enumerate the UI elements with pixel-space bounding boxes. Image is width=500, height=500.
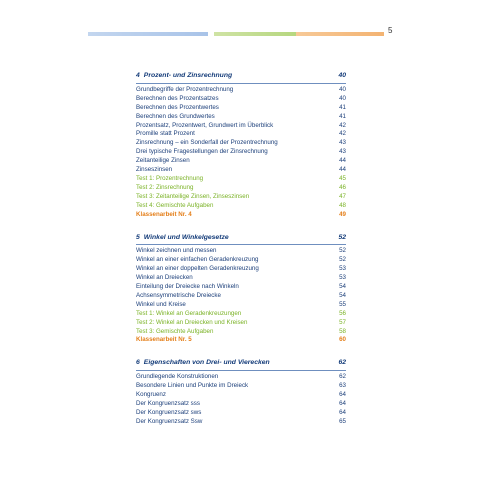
- toc-entry-page: 44: [339, 166, 346, 174]
- toc-entry-page: 54: [339, 291, 346, 299]
- toc-entry-page: 56: [339, 309, 346, 317]
- toc-entry-page: 63: [339, 382, 346, 390]
- toc-entry-text: Der Kongruenzsatz sss: [136, 400, 200, 407]
- toc-entry-page: 52: [339, 247, 346, 255]
- toc-entry[interactable]: [136, 130, 346, 139]
- toc-entry[interactable]: [136, 247, 346, 256]
- toc-entry-page: 60: [339, 336, 346, 344]
- chapter-number: 6: [136, 359, 140, 367]
- header-rule-orange-segment: [296, 32, 384, 36]
- toc-entry[interactable]: [136, 256, 346, 265]
- toc-entry-page: 45: [339, 174, 346, 182]
- toc-entry-text: Test 2: Zinsrechnung: [136, 183, 194, 191]
- toc-entry-text: Der Kongruenzsatz Ssw: [136, 417, 203, 425]
- toc-entry[interactable]: [136, 274, 346, 283]
- toc-entry-text: Klassenarbeit Nr. 5: [136, 336, 192, 344]
- toc-entry-page: 64: [339, 408, 346, 416]
- toc-entry[interactable]: [136, 418, 346, 427]
- toc-entry-page: 65: [339, 417, 346, 425]
- chapter-number: 4: [136, 72, 140, 79]
- toc-entry[interactable]: [136, 391, 346, 400]
- chapter-section: [136, 234, 346, 346]
- chapter-title: Winkel und Winkelgesetze: [143, 233, 229, 241]
- toc-entry[interactable]: [136, 95, 346, 104]
- toc-entry[interactable]: [136, 211, 346, 220]
- toc-entry-text: Test 4: Gemischte Aufgaben: [136, 201, 214, 209]
- toc-entry-page: 58: [339, 327, 346, 335]
- header-rule-green-segment: [214, 32, 296, 36]
- toc-entry-page: 42: [339, 121, 346, 129]
- toc-entry-page: 40: [339, 94, 346, 102]
- chapter-heading[interactable]: [136, 359, 346, 371]
- toc-entry-text: Prozentsatz, Prozentwert, Grundwert im Überblick: [136, 121, 274, 129]
- chapter-title: Eigenschaften von Drei- und Vierecken: [143, 359, 270, 367]
- toc-entry[interactable]: [136, 373, 346, 382]
- toc-entry-text: Einteilung der Dreiecke nach Winkeln: [136, 283, 239, 291]
- toc-entry-page: 64: [339, 400, 346, 407]
- toc-entry-text: Zinsrechnung – ein Sonderfall der Prozentrechnung: [136, 139, 278, 147]
- toc-entry[interactable]: [136, 193, 346, 202]
- table-of-contents: [136, 72, 346, 441]
- toc-entry-text: Test 1: Prozentrechnung: [136, 174, 204, 182]
- toc-entry-text: Grundlegende Konstruktionen: [136, 373, 219, 381]
- toc-entry-page: 41: [339, 103, 346, 111]
- toc-entry[interactable]: [136, 122, 346, 131]
- chapter-page: 62: [338, 359, 346, 367]
- header-rule-blue-segment: [88, 32, 208, 36]
- toc-entry[interactable]: [136, 175, 346, 184]
- chapter-number-title: [136, 359, 270, 368]
- chapter-number-title: [136, 72, 232, 81]
- toc-entry[interactable]: [136, 148, 346, 157]
- toc-entry-page: 47: [339, 192, 346, 200]
- page-number: 5: [388, 26, 393, 35]
- toc-entry-text: Klassenarbeit Nr. 4: [136, 210, 192, 218]
- chapter-heading[interactable]: [136, 234, 346, 246]
- toc-entry-page: 46: [339, 183, 346, 191]
- toc-entry-text: Berechnen des Grundwertes: [136, 112, 215, 120]
- toc-entry[interactable]: [136, 202, 346, 211]
- toc-entry[interactable]: [136, 184, 346, 193]
- toc-entry-text: Berechnen des Prozentsatzes: [136, 94, 219, 102]
- toc-entry-text: Test 1: Winkel an Geradenkreuzungen: [136, 309, 242, 317]
- chapter-page: 40: [338, 72, 346, 79]
- toc-entry-page: 55: [339, 300, 346, 308]
- toc-entry[interactable]: [136, 104, 346, 113]
- chapter-page: 52: [338, 233, 346, 241]
- toc-entry-page: 64: [339, 391, 346, 399]
- toc-entry-text: Winkel und Kreise: [136, 300, 186, 308]
- toc-entry[interactable]: [136, 319, 346, 328]
- toc-entry-text: Test 3: Zeitanteilige Zinsen, Zinseszinsen: [136, 192, 250, 200]
- toc-entry-text: Winkel an einer einfachen Geradenkreuzung: [136, 256, 259, 264]
- toc-entry-page: 52: [339, 256, 346, 264]
- toc-entry-page: 41: [339, 112, 346, 120]
- toc-entry-text: Zeitanteilige Zinsen: [136, 157, 190, 165]
- toc-entry[interactable]: [136, 310, 346, 319]
- toc-entry-page: 42: [339, 130, 346, 138]
- toc-entry-page: 43: [339, 139, 346, 147]
- toc-entry[interactable]: [136, 292, 346, 301]
- toc-entry-text: Promille statt Prozent: [136, 130, 195, 138]
- toc-entry-page: 54: [339, 283, 346, 291]
- toc-entry-text: Grundbegriffe der Prozentrechnung: [136, 85, 234, 93]
- toc-entry-text: Winkel an einer doppelten Geradenkreuzung: [136, 265, 259, 273]
- toc-entry[interactable]: [136, 166, 346, 175]
- toc-entry-page: 40: [339, 85, 346, 93]
- chapter-heading[interactable]: [136, 72, 346, 84]
- chapter-section: [136, 359, 346, 426]
- header-color-rule: [88, 32, 384, 36]
- toc-entry-text: Der Kongruenzsatz sws: [136, 408, 202, 416]
- toc-entry-text: Berechnen des Prozentwertes: [136, 103, 219, 111]
- toc-entry[interactable]: [136, 336, 346, 345]
- toc-entry-page: 44: [339, 157, 346, 165]
- toc-entry-text: Achsensymmetrische Dreiecke: [136, 291, 221, 299]
- toc-entry[interactable]: [136, 139, 346, 148]
- toc-entry-text: Kongruenz: [136, 391, 166, 399]
- toc-entry-text: Winkel zeichnen und messen: [136, 247, 217, 255]
- toc-entry-page: 49: [339, 210, 346, 218]
- chapter-section: [136, 72, 346, 220]
- chapter-number: 5: [136, 233, 140, 241]
- toc-entry[interactable]: [136, 283, 346, 292]
- toc-entry[interactable]: [136, 86, 346, 95]
- toc-entry[interactable]: [136, 113, 346, 122]
- toc-entry-text: Drei typische Fragestellungen der Zinsrechnung: [136, 148, 268, 156]
- toc-entry-text: Besondere Linien und Punkte im Dreieck: [136, 382, 249, 390]
- toc-entry[interactable]: [136, 265, 346, 274]
- toc-entry-page: 53: [339, 274, 346, 282]
- chapter-number-title: [136, 234, 229, 243]
- chapter-title: Prozent- und Zinsrechnung: [143, 72, 233, 79]
- toc-entry[interactable]: [136, 409, 346, 418]
- toc-entry[interactable]: [136, 328, 346, 337]
- toc-entry-page: 48: [339, 201, 346, 209]
- toc-entry[interactable]: [136, 301, 346, 310]
- toc-entry-text: Test 3: Gemischte Aufgaben: [136, 327, 214, 335]
- toc-entry[interactable]: [136, 157, 346, 166]
- toc-entry-text: Winkel an Dreiecken: [136, 274, 193, 282]
- toc-entry-page: 57: [339, 318, 346, 326]
- toc-entry-page: 53: [339, 265, 346, 273]
- toc-entry[interactable]: [136, 400, 346, 409]
- toc-entry-text: Test 2: Winkel an Dreiecken und Kreisen: [136, 318, 248, 326]
- toc-entry[interactable]: [136, 382, 346, 391]
- toc-entry-page: 62: [339, 373, 346, 381]
- toc-entry-page: 43: [339, 148, 346, 156]
- toc-entry-text: Zinseszinsen: [136, 166, 173, 174]
